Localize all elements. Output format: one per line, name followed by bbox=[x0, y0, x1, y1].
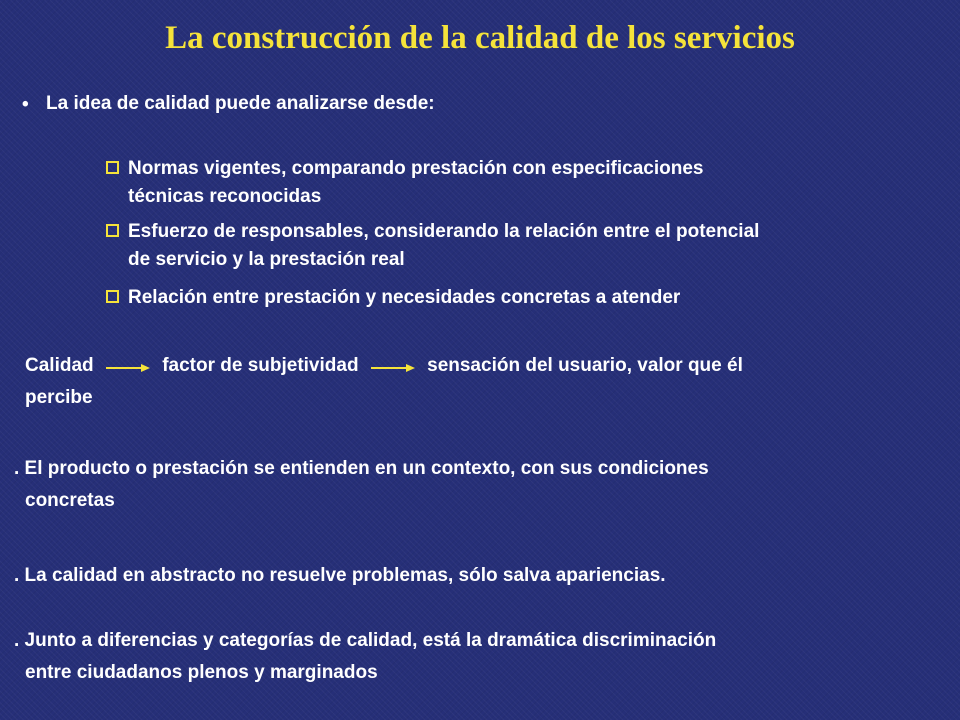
paragraph-abstracto bbox=[14, 560, 934, 592]
checklist-item-normas bbox=[106, 155, 938, 211]
slide-title: La construcción de la calidad de los servicios bbox=[165, 20, 795, 56]
paragraph-line: concretas bbox=[25, 490, 115, 511]
paragraph-line: entre ciudadanos plenos y marginados bbox=[25, 662, 378, 683]
paragraph-line: . Junto a diferencias y categorías de calidad, está la dramática discriminación bbox=[14, 630, 717, 651]
intro-text: La idea de calidad puede analizarse desde: bbox=[46, 93, 435, 114]
checklist-item-esfuerzo bbox=[106, 218, 938, 274]
flow-item-sensacion: sensación del usuario, valor que él bbox=[427, 355, 743, 376]
checkbox-bullet-icon bbox=[106, 161, 119, 174]
checkbox-bullet-icon bbox=[106, 224, 119, 237]
checklist-line: Esfuerzo de responsables, considerando la relación entre el potencial bbox=[128, 221, 760, 242]
right-arrow-icon bbox=[105, 360, 151, 372]
bullet-dot: • bbox=[22, 94, 29, 115]
flow-item-subjetividad: factor de subjetividad bbox=[162, 355, 359, 376]
checklist-line: de servicio y la prestación real bbox=[128, 249, 405, 270]
flow-continuation: percibe bbox=[25, 387, 93, 408]
paragraph-line: . La calidad en abstracto no resuelve problemas, sólo salva apariencias. bbox=[14, 565, 666, 586]
right-arrow-icon bbox=[370, 360, 416, 372]
paragraph-producto bbox=[14, 453, 934, 517]
paragraph-line: . El producto o prestación se entienden en un contexto, con sus condiciones bbox=[14, 458, 709, 479]
quality-flow-line bbox=[25, 352, 743, 380]
checklist-line: Normas vigentes, comparando prestación con especificaciones bbox=[128, 158, 704, 179]
checkbox-bullet-icon bbox=[106, 290, 119, 303]
checklist-line: Relación entre prestación y necesidades concretas a atender bbox=[128, 287, 681, 308]
paragraph-diferencias bbox=[14, 625, 934, 689]
checklist-item-relacion bbox=[106, 284, 938, 312]
checklist-line: técnicas reconocidas bbox=[128, 186, 322, 207]
flow-item-calidad: Calidad bbox=[25, 355, 94, 376]
